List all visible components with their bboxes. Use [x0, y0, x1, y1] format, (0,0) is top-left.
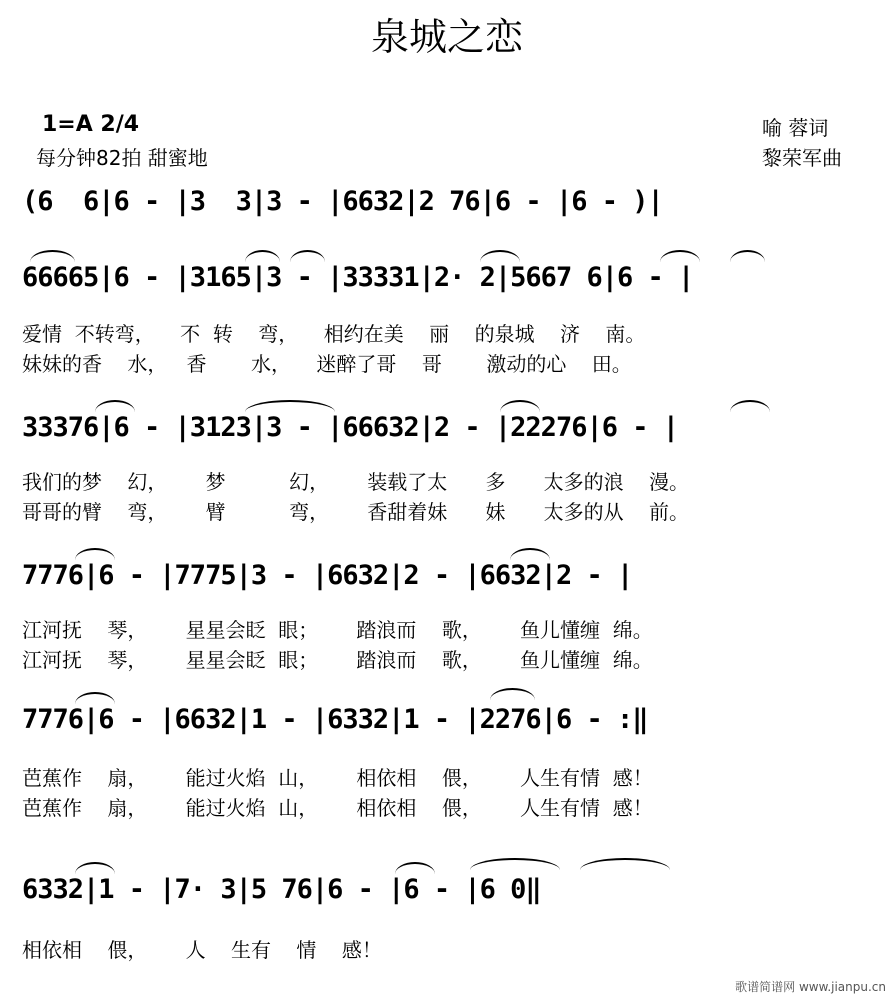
- slur: [660, 250, 700, 262]
- notation-row-1: 66665|6 - |3165|3 - |33331|2· 2|5667 6|6 - |: [22, 262, 694, 293]
- lyric-verse-1-line-2: 我们的梦 幻， 梦 幻， 装载了太 多 太多的浪 漫。: [22, 470, 690, 494]
- slur: [75, 692, 115, 704]
- slur: [730, 250, 765, 262]
- lyric-verse-2-line-3: 江河抚 琴， 星星会眨 眼； 踏浪而 歌， 鱼儿懂缠 绵。: [22, 648, 653, 672]
- key-signature: 1=A 2/4: [42, 112, 140, 137]
- lyric-verse-2-line-1: 妹妹的香 水， 香 水， 迷醉了哥 哥 激动的心 田。: [22, 352, 632, 376]
- lyricist-credit: 喻 蓉词: [762, 116, 829, 140]
- slur: [30, 250, 75, 262]
- notation-row-3: 7776|6 - |7775|3 - |6632|2 - |6632|2 - |: [22, 560, 633, 591]
- site-watermark: 歌谱简谱网 www.jianpu.cn: [735, 980, 886, 994]
- notation-row-intro: (6 6|6 - |3 3|3 - |6632|2 76|6 - |6 - )|: [22, 186, 663, 217]
- slur: [730, 400, 770, 412]
- song-title: 泉城之恋: [370, 15, 523, 59]
- notation-row-4: 7776|6 - |6632|1 - |6332|1 - |2276|6 - :‖: [22, 704, 648, 735]
- slur: [480, 250, 520, 262]
- slur: [95, 400, 135, 412]
- slur: [395, 862, 435, 874]
- lyric-verse-2-line-2: 哥哥的臂 弯， 臂 弯， 香甜着妹 妹 太多的从 前。: [22, 500, 690, 524]
- lyric-verse-1-line-1: 爱情 不转弯， 不 转 弯， 相约在美 丽 的泉城 济 南。: [22, 322, 646, 346]
- slur: [75, 862, 115, 874]
- lyric-verse-2-line-4: 芭蕉作 扇， 能过火焰 山， 相依相 偎， 人生有情 感！: [22, 796, 653, 820]
- slur: [245, 400, 335, 412]
- slur: [290, 250, 325, 262]
- lyric-verse-1-line-4: 芭蕉作 扇， 能过火焰 山， 相依相 偎， 人生有情 感！: [22, 766, 653, 790]
- slur: [245, 250, 280, 262]
- notation-row-2: 33376|6 - |3123|3 - |66632|2 - |22276|6 - |: [22, 412, 678, 443]
- slur: [580, 858, 670, 870]
- slur: [470, 858, 560, 870]
- lyric-line-5: 相依相 偎， 人 生有 情 感！: [22, 938, 382, 962]
- lyric-verse-1-line-3: 江河抚 琴， 星星会眨 眼； 踏浪而 歌， 鱼儿懂缠 绵。: [22, 618, 653, 642]
- slur: [490, 688, 535, 700]
- slur: [500, 400, 540, 412]
- slur: [510, 548, 550, 560]
- tempo-marking: 每分钟82拍 甜蜜地: [36, 146, 208, 170]
- notation-row-5: 6332|1 - |7· 3|5 76|6 - |6 - |6 0‖: [22, 874, 541, 905]
- slur: [75, 548, 115, 560]
- composer-credit: 黎荣军曲: [762, 146, 842, 170]
